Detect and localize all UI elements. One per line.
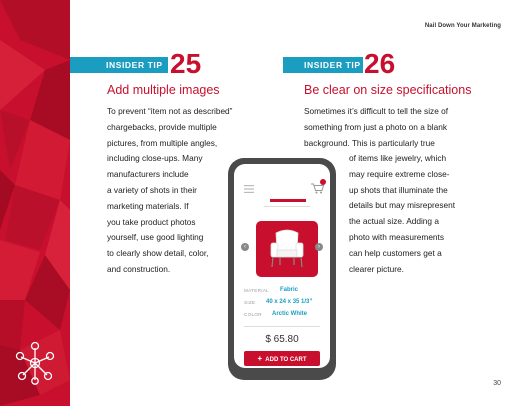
body-line: including close-ups. Many [107,153,203,164]
chapter-header: Nail Down Your Marketing [424,23,501,29]
body-line: and construction. [107,263,171,274]
body-line: up shots that illuminate the [349,184,448,195]
body-line: manufacturers include [107,169,189,180]
tip-heading-26: Be clear on size specifications [304,83,472,97]
hamburger-menu-icon[interactable] [244,185,254,193]
insider-tip-label: INSIDER TIP [304,60,361,70]
chevron-left-icon[interactable]: ‹ [241,243,249,251]
product-name-bar [270,199,306,202]
phone-screen [234,164,330,368]
product-price: $ 65.80 [265,334,299,345]
body-line: photo with measurements [349,231,445,242]
body-line: background. This is particularly true [304,137,435,148]
network-people-icon [12,340,58,386]
body-line: yourself, use good lighting [107,232,204,243]
phone-mockup [228,158,336,380]
tip-body-26-wrap [349,151,455,277]
tip-number-26: 26 [364,48,396,79]
cart-count-badge [320,179,326,185]
spec-value-material: Fabric [280,287,299,293]
spec-label-color: COLOR [244,312,262,317]
divider [264,206,310,207]
insider-tip-bar-25 [70,57,168,73]
tip-body-26-top [304,104,448,151]
spec-label-material: MATERIAL [244,288,270,293]
body-line: To prevent “item not as described” [107,106,233,116]
red-sidebar [0,0,70,406]
chevron-right-icon[interactable]: › [315,243,323,251]
divider [244,326,320,327]
spec-label-size: SIZE [244,300,256,305]
add-to-cart-button[interactable] [244,351,320,366]
tip-heading-25: Add multiple images [107,83,220,97]
add-to-cart-label: ADD TO CART [265,357,307,363]
product-image [256,221,318,277]
body-line: Sometimes it’s difficult to tell the size of [304,106,449,116]
body-line: the actual size. Adding a [349,216,439,227]
body-line: a variety of shots in their [107,184,197,195]
body-line: clearer picture. [349,263,404,274]
body-line: you take product photos [107,216,196,227]
armchair-icon [256,221,318,277]
plus-icon: + [257,354,263,363]
body-line: may require extreme close- [349,168,450,179]
insider-tip-label: INSIDER TIP [106,60,163,70]
body-line: pictures, from multiple angles, [107,137,218,148]
body-line: can help customers get a [349,247,442,258]
body-line: details but may misrepresent [349,200,456,211]
body-line: chargebacks, provide multiple [107,121,217,132]
tip-number-25: 25 [170,48,202,79]
body-line: to clearly show detail, color, [107,248,209,259]
page-number: 30 [493,380,501,387]
spec-value-color: Arctic White [272,311,308,317]
body-line: of items like jewelry, which [349,153,447,163]
body-line: something from just a photo on a blank [304,121,447,132]
spec-value-size: 40 x 24 x 35 1/3” [266,299,313,305]
insider-tip-bar-26 [283,57,363,73]
tip-body-25 [107,104,232,278]
body-line: marketing materials. If [107,200,189,211]
